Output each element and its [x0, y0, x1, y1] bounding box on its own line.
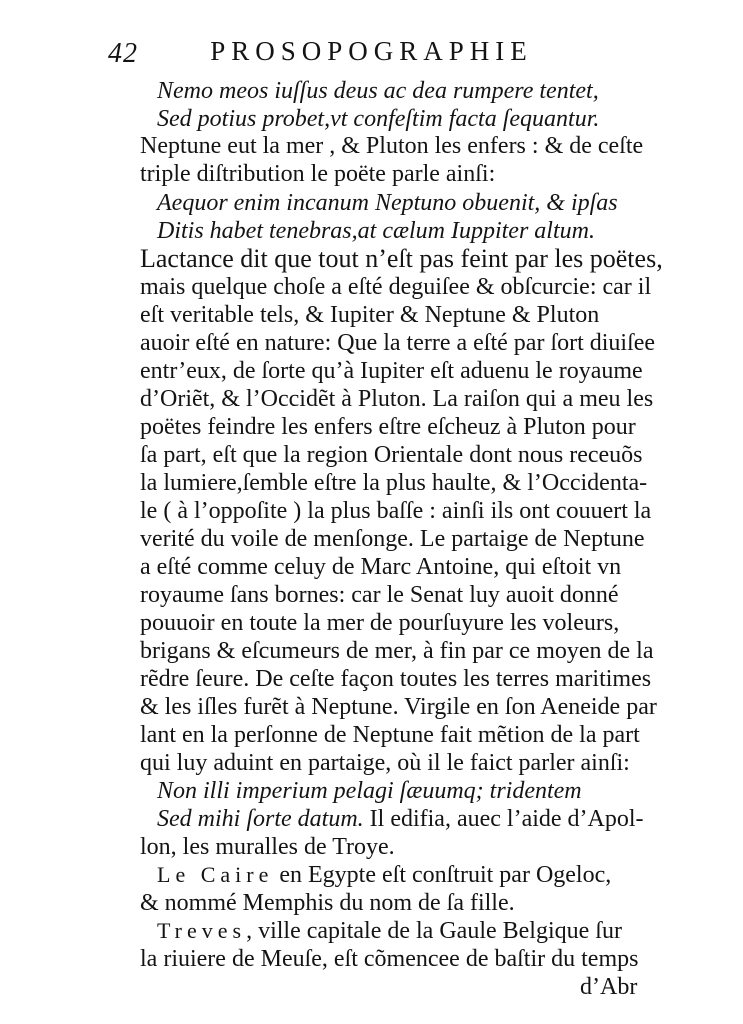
text-line: [140, 636, 654, 666]
text-line: [140, 552, 621, 582]
text-line: [157, 188, 618, 218]
text-line: [140, 888, 515, 918]
text-line: [140, 328, 655, 358]
text-span: Il edifia, auec l’aide d’Apol-: [363, 806, 644, 832]
text-span: eſt veritable tels, & Iupiter & Neptune & Pluton: [140, 302, 600, 328]
text-line: [157, 860, 611, 890]
text-line: [140, 580, 619, 610]
text-span: d’Oriẽt, & l’Occidẽt à Pluton. La raiſon qui a meu les: [140, 386, 654, 412]
text-span: & nommé Memphis du nom de ſa fille.: [140, 890, 515, 916]
text-line: [140, 244, 663, 275]
text-line: [140, 692, 657, 722]
text-span: & les iſles furẽt à Neptune. Virgile en ſon Aeneide par: [140, 694, 657, 720]
text-line: [140, 272, 651, 302]
text-span: le ( à l’oppoſite ) la plus baſſe : ainſi ils ont couuert la: [140, 498, 652, 524]
text-line: [157, 916, 622, 946]
text-line: [140, 300, 599, 330]
text-line: [157, 216, 595, 246]
running-head: PROSOPOGRAPHIE: [210, 36, 533, 66]
text-span: Treves: [157, 918, 247, 943]
text-line: [140, 412, 636, 442]
text-line: [140, 496, 651, 526]
text-span: entr’eux, de ſorte qu’à Iupiter eſt aduenu le royaume: [140, 358, 643, 384]
text-line: [140, 748, 630, 778]
text-span: brigans & eſcumeurs de mer, à fin par ce moyen de la: [140, 638, 654, 664]
text-line: [140, 720, 640, 750]
text-line: [140, 440, 643, 470]
text-line: [140, 356, 643, 386]
text-span: mais quelque choſe a eſté deguiſee & obſcurcie: car il: [140, 274, 652, 300]
text-span: triple diſtribution le poëte parle ainſi:: [140, 161, 496, 187]
text-span: Sed mihi ſorte datum.: [157, 806, 364, 832]
text-span: pouuoir en toute la mer de pourſuyure les voleurs,: [140, 610, 620, 636]
text-span: Lactance dit que tout n’eſt pas feint par les poëtes,: [140, 244, 663, 273]
text-span: lon, les muralles de Troye.: [140, 834, 395, 860]
text-span: Non illi imperium pelagi ſæuumq; tridentem: [157, 778, 582, 804]
text-span: auoir eſté en nature: Que la terre a eſté par ſort diuiſee: [140, 330, 656, 356]
text-span: rẽdre ſeure. De ceſte façon toutes les terres maritimes: [140, 666, 652, 692]
text-line: [140, 384, 653, 414]
text-span: poëtes feindre les enfers eſtre eſcheuz à Pluton pour: [140, 414, 636, 440]
text-span: d’Abr: [580, 974, 638, 1000]
text-span: , ville capitale de la Gaule Belgique ſur: [246, 918, 622, 944]
text-line: [157, 76, 599, 106]
text-span: la lumiere,ſemble eſtre la plus haulte, & l’Occidenta-: [140, 470, 648, 496]
text-span: Nemo meos iuſſus deus ac dea rumpere tentet,: [157, 78, 599, 104]
text-span: la riuiere de Meuſe, eſt cõmencee de baſtir du temps: [140, 946, 639, 972]
text-line: [140, 944, 638, 974]
text-line: [140, 664, 651, 694]
text-span: Aequor enim incanum Neptuno obuenit, & ipſas: [157, 190, 618, 216]
text-line: [157, 104, 599, 134]
text-line: [140, 468, 647, 498]
text-span: qui luy aduint en partaige, où il le faict parler ainſi:: [140, 750, 630, 776]
text-span: Le Caire: [157, 862, 274, 887]
text-span: Ditis habet tenebras,at cælum Iuppiter altum.: [157, 218, 595, 244]
text-span: en Egypte eſt conſtruit par Ogeloc,: [273, 862, 612, 888]
catchword: [580, 972, 637, 1002]
text-line: [140, 524, 644, 554]
text-line: [140, 608, 619, 638]
text-span: verité du voile de menſonge. Le partaige de Neptune: [140, 526, 645, 552]
text-span: Neptune eut la mer , & Pluton les enfers : & de ceſte: [140, 133, 644, 159]
text-line: [140, 159, 495, 189]
text-line: [140, 832, 395, 862]
text-span: lant en la perſonne de Neptune fait mẽtion de la part: [140, 722, 640, 748]
text-span: ſa part, eſt que la region Orientale dont nous receuõs: [140, 442, 643, 468]
text-line: [157, 804, 644, 834]
text-span: Sed potius probet,vt confeſtim facta ſequantur.: [157, 106, 600, 132]
text-line: [157, 776, 582, 806]
text-line: [140, 131, 643, 161]
text-span: royaume ſans bornes: car le Senat luy auoit donné: [140, 582, 619, 608]
text-span: a eſté comme celuy de Marc Antoine, qui eſtoit vn: [140, 554, 622, 580]
page-number: 42: [108, 38, 138, 69]
